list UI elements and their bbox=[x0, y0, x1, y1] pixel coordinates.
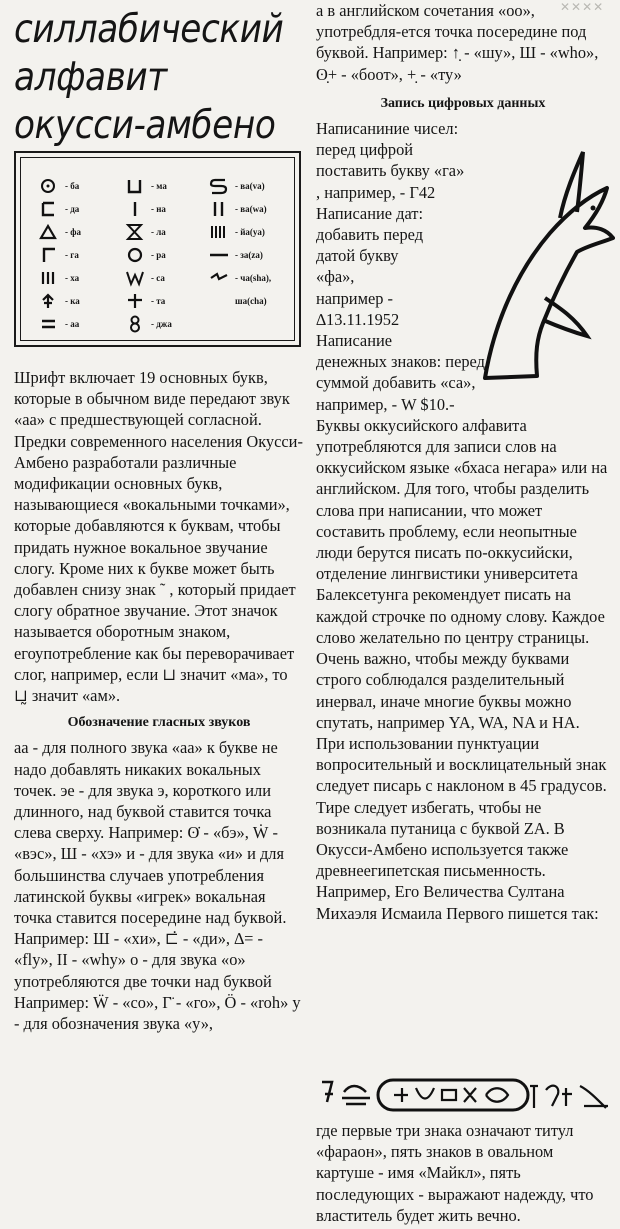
alphabet-table-frame bbox=[20, 157, 295, 341]
symbol-label: - ла bbox=[151, 226, 166, 237]
symbol-label: - на bbox=[151, 203, 166, 214]
vowels-subheading: Обозначение гласных звуков bbox=[67, 715, 251, 731]
symbol-row bbox=[209, 174, 271, 197]
s-glyph-icon bbox=[209, 177, 231, 195]
symbol-row bbox=[209, 220, 271, 243]
double-line-glyph-icon bbox=[209, 200, 231, 218]
symbol-label: - джа bbox=[151, 318, 172, 329]
vowels-paragraph: аа - для полного звука «аа» к букве не надо добавлять никаких вокальных точек. эе - для звука э, короткого или длинного, над буквой ставится точка слева сверху. Например: ʘ̇ - «бэ», Ẇ - «вэс», Ш - «хэ» и - для звука «и» и для большинства случаев употребления латинской буквы «игрек» вокальная точка ставится посередине над буквой. Например: Ш - «хи», ⊏̇ - «ди», ∆= - «fly», II - «why» о - для звука «о» употребляются две точки над буквой Например: Ẅ - «со», Γ̈ - «го», Ö - «roh» у - для обозначения звука «у», bbox=[14, 738, 301, 1034]
symbol-label: ша(cha) bbox=[235, 295, 267, 306]
symbol-label: - за(za) bbox=[235, 249, 263, 260]
symbol-label: - йа(ya) bbox=[235, 226, 265, 237]
left-column bbox=[14, 0, 304, 1034]
symbol-label: - ка bbox=[65, 295, 80, 306]
symbol-row bbox=[209, 243, 271, 266]
quad-line-glyph-icon bbox=[209, 223, 231, 241]
symbol-label: - фа bbox=[65, 226, 81, 237]
w-glyph-icon bbox=[125, 269, 147, 287]
eight-glyph-icon bbox=[125, 315, 147, 333]
symbol-label: - са bbox=[151, 272, 165, 283]
symbol-label: - ба bbox=[65, 180, 80, 191]
symbol-row bbox=[39, 197, 81, 220]
numbers-line: «фа», bbox=[316, 267, 355, 287]
symbol-label: - ва(wa) bbox=[235, 203, 267, 214]
symbol-row bbox=[125, 312, 172, 335]
symbol-label: - га bbox=[65, 249, 79, 260]
triangle-glyph-icon bbox=[39, 223, 61, 241]
intro-paragraph: Шрифт включает 19 основных букв, которые в обычном виде передают звук «аа» с предшествующей согласной. Предки современного населения Окусси-Амбено разработали различные модификации основных букв, называющиеся «вокальными точками», которые добавляются к буквам, чтобы придать нужное вокальное звучание слогу. Кроме них к букве может быть добавлен снизу знак ˜ , который придает слогу обратное звучание. Этот значок называется оборотным знаком, егоупотребление как бы переворачивает слог, например, если ⊔ значит «ма», то ⊔̰ значит «ам». bbox=[14, 368, 303, 706]
up-arrow-glyph-icon bbox=[39, 292, 61, 310]
symbol-row bbox=[39, 312, 81, 335]
symbol-row bbox=[39, 266, 81, 289]
numbers-line: поставить букву «га» bbox=[316, 161, 465, 181]
numbers-line: например - bbox=[316, 288, 393, 308]
symbol-row bbox=[209, 197, 271, 220]
symbol-label: - да bbox=[65, 203, 80, 214]
numbers-line: , например, - Г42 bbox=[316, 182, 436, 202]
right-body-closing bbox=[316, 1120, 610, 1226]
symbol-label: - ха bbox=[65, 272, 80, 283]
corner-glyph-icon bbox=[39, 200, 61, 218]
symbol-row bbox=[125, 289, 172, 312]
symbol-label: - ва(va) bbox=[235, 180, 265, 191]
title-line-3: окусси-амбено bbox=[14, 103, 276, 148]
symbol-row bbox=[39, 220, 81, 243]
article-title bbox=[14, 6, 304, 150]
numbers-line: суммой добавить «са», bbox=[316, 373, 476, 393]
long-dash-glyph-icon bbox=[209, 246, 231, 264]
u-sound-paragraph: а в английском сочетания «оо», употребдля-ется точка посередине под буквой. Например: ↑̣ - «шу», Ш - «who», ʘ̣+ - «боот», +̣ - «ту» bbox=[316, 1, 599, 84]
symbol-column-1 bbox=[39, 174, 81, 335]
usage-paragraph: Буквы оккусийского алфавита употребляются для записи слов на оккусийском языке «бхаса негара» или на английском. Для того, чтобы разделить слова при написании, что может составить проблему, если неопытные люди берутся писать по-оккусийски, отделение лингвистики университета Балексетунга рекомендует писать на каждой строчке по одному слову. Каждое слово желательно по центру страницы. Очень важно, чтобы между буквами строго соблюдался разделительный инервал, иначе многие буквы можно спутать, например YA, WA, NA и HA. При использовании пунктуации вопросительный и восклицательный знак следует писарь с наклоном в 45 градусов. Тире следует избегать, чтобы не возникала путаница с буквой ZA. В Окусси-Амбено используется также древнеегипетская письменность. Например, Его Величества Султана Михаэля Исмаила Первого пишется так: bbox=[316, 415, 608, 923]
closing-paragraph: где первые три знака означают титул «фараон», пять знаков в овальном картуше - имя «Майкл», пять последующих - выражают надежду, что властитель будет жить вечно. bbox=[316, 1121, 594, 1225]
symbol-column-3 bbox=[209, 174, 271, 312]
zigzag-glyph-icon bbox=[209, 269, 231, 287]
hieroglyph-cartouche-icon bbox=[316, 1072, 614, 1118]
numbers-line: перед цифрой bbox=[316, 140, 414, 160]
numbers-line: добавить перед bbox=[316, 225, 424, 245]
symbol-row bbox=[39, 289, 81, 312]
symbol-row bbox=[125, 220, 172, 243]
plus-glyph-icon bbox=[125, 292, 147, 310]
symbol-row bbox=[209, 266, 271, 289]
line-glyph-icon bbox=[125, 200, 147, 218]
alphabet-symbol-table bbox=[14, 151, 301, 347]
triple-bar-glyph-icon bbox=[39, 269, 61, 287]
symbol-label: - ма bbox=[151, 180, 167, 191]
double-dash-glyph-icon bbox=[39, 315, 61, 333]
circle-glyph-icon bbox=[125, 246, 147, 264]
hourglass-glyph-icon bbox=[125, 223, 147, 241]
numbers-line: денежных знаков: перед bbox=[316, 352, 485, 372]
symbol-label: - ча(sha), bbox=[235, 272, 272, 283]
symbol-row bbox=[125, 174, 172, 197]
circle-dot-glyph-icon bbox=[39, 177, 61, 195]
decorative-header-ornament: ✕✕✕✕ bbox=[560, 0, 605, 14]
symbol-row bbox=[125, 243, 172, 266]
dolphin-illustration-icon bbox=[465, 148, 615, 380]
left-body-text bbox=[14, 367, 304, 1034]
symbol-label: - та bbox=[151, 295, 166, 306]
symbol-label: - ра bbox=[151, 249, 166, 260]
numbers-line: например, - W $10.- bbox=[316, 394, 455, 414]
symbol-row bbox=[125, 197, 172, 220]
title-line-1: силлабический bbox=[14, 7, 284, 52]
symbol-row bbox=[125, 266, 172, 289]
gamma-glyph-icon bbox=[39, 246, 61, 264]
symbol-row bbox=[39, 174, 81, 197]
symbol-row bbox=[209, 289, 271, 312]
symbol-column-2 bbox=[125, 174, 172, 335]
right-body-text bbox=[316, 0, 610, 924]
numbers-line: Написание bbox=[316, 331, 393, 351]
title-line-2: алфавит bbox=[14, 55, 167, 100]
cup-glyph-icon bbox=[125, 177, 147, 195]
numbers-line: датой букву bbox=[316, 246, 399, 266]
numbers-line: Написаниние чисел: bbox=[316, 119, 459, 139]
symbol-label: - аа bbox=[65, 318, 80, 329]
symbol-row bbox=[39, 243, 81, 266]
numbers-line: Написание дат: bbox=[316, 203, 424, 223]
numbers-subheading: Запись цифровых данных bbox=[380, 95, 546, 111]
numbers-line: ∆13.11.1952 bbox=[316, 309, 400, 329]
